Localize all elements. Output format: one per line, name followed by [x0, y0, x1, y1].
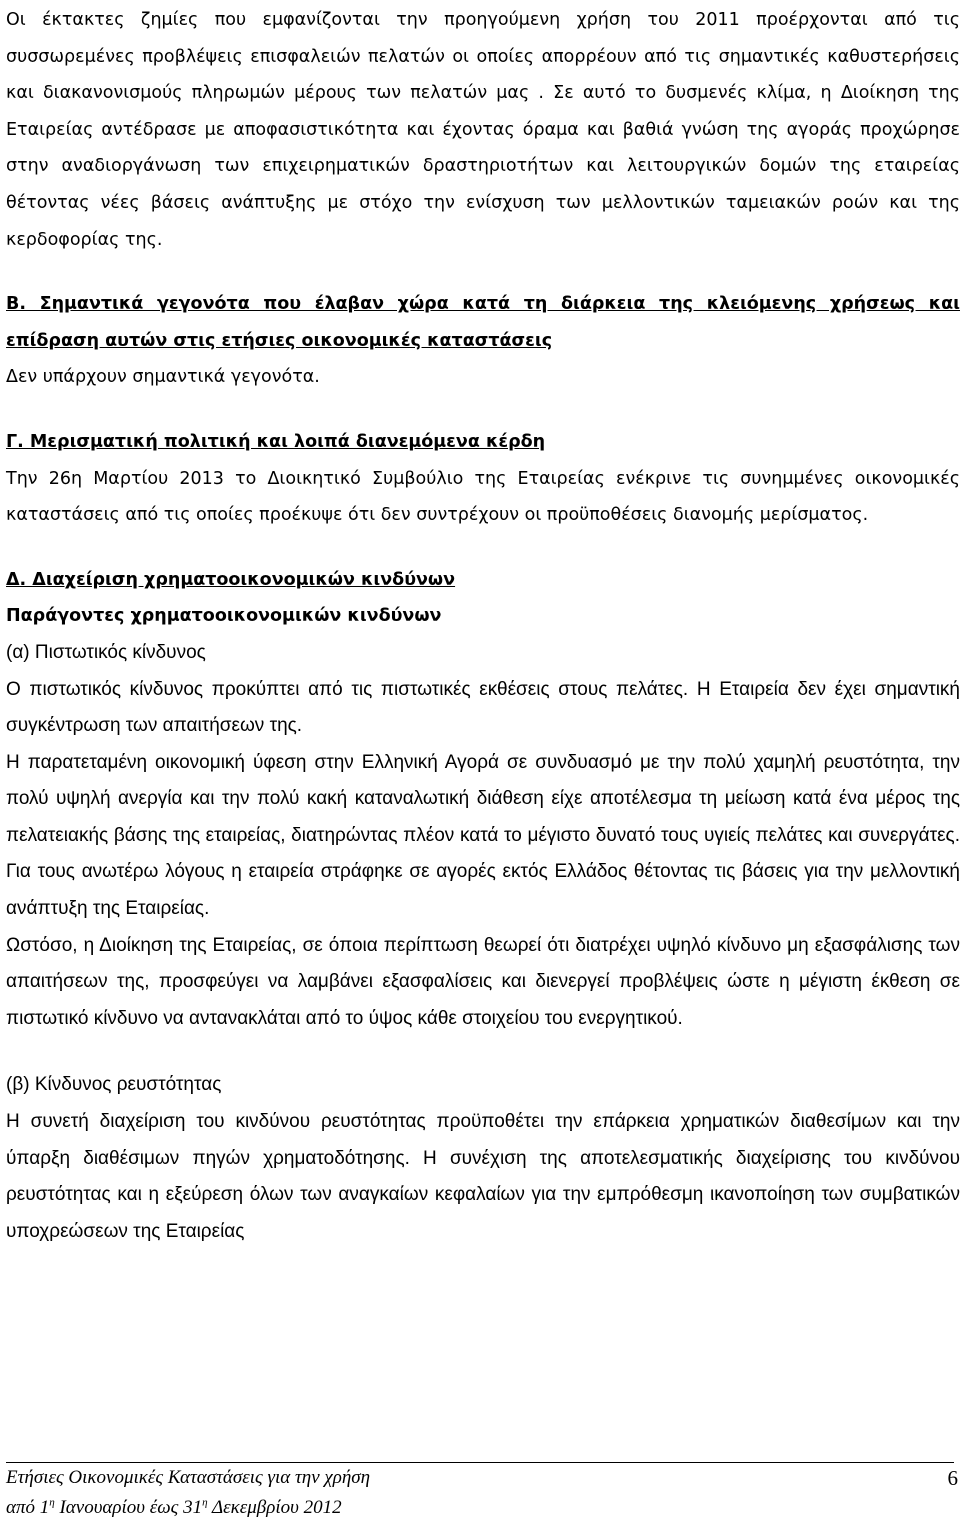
liquidity-risk-paragraph-1: Η συνετή διαχείριση του κινδύνου ρευστότητας προϋποθέτει την επάρκεια χρηματικών διαθεσίμων και την ύπαρξη διαθέσιμων πηγών χρηματοδότησης. Η συνέχιση της αποτελεσματικής διαχείρισης του κινδύνου ρευστότητας και η εξεύρεση όλων των αναγκαίων κεφαλαίων για την εμπρόθεσμη ικανοποίηση των συμβατικών υποχρεώσεων της Εταιρείας — [6, 1111, 960, 1242]
page-number: 6 — [947, 1466, 958, 1490]
footer-period-end: Δεκεμβρίου 2012 — [207, 1497, 342, 1518]
section-c-heading: Γ. Μερισματική πολιτική και λοιπά διανεμόμενα κέρδη — [6, 431, 546, 452]
footer-sup-2: η — [202, 1496, 208, 1509]
document-page — [6, 0, 960, 1250]
section-d — [6, 562, 960, 1251]
section-c — [6, 424, 960, 534]
liquidity-risk-title: (β) Κίνδυνος ρευστότητας — [6, 1074, 222, 1096]
footer-sup-1: η — [49, 1496, 55, 1509]
footer-period — [6, 1493, 954, 1523]
credit-risk-paragraph-3: Ωστόσο, η Διοίκηση της Εταιρείας, σε όποια περίπτωση θεωρεί ότι διατρέχει υψηλό κίνδυνο μη εξασφάλισης των απαιτήσεων της, προσφεύγει να λαμβάνει εξασφαλίσεις και διενεργεί προβλέψεις ώστε η μέγιστη έκθεση σε πιστωτικό κίνδυνο να αντανακλάται από το ύψος κάθε στοιχείου του ενεργητικού. — [6, 934, 960, 1029]
footer-title: Ετήσιες Οικονομικές Καταστάσεις για την χρήση — [6, 1467, 371, 1488]
section-b-heading: Β. Σημαντικά γεγονότα που έλαβαν χώρα κατά τη διάρκεια της κλειόμενης χρήσεως και επίδραση αυτών στις ετήσιες οικονομικές καταστάσεις — [6, 294, 960, 351]
credit-risk-paragraph-1: Ο πιστωτικός κίνδυνος προκύπτει από τις πιστωτικές εκθέσεις στους πελάτες. Η Εταιρεία δεν έχει σημαντική συγκέντρωση των απαιτήσεων της. — [6, 678, 960, 737]
section-d-heading: Δ. Διαχείριση χρηματοοικονομικών κινδύνων — [6, 569, 456, 590]
page-footer — [6, 1462, 958, 1523]
section-c-text: Την 26η Μαρτίου 2013 το Διοικητικό Συμβούλιο της Εταιρείας ενέκρινε τις συνημμένες οικονομικές καταστάσεις από τις οποίες προέκυψε ότι δεν συντρέχουν οι προϋποθέσεις διανομής μερίσματος. — [6, 468, 960, 526]
section-b — [6, 286, 960, 396]
section-b-text: Δεν υπάρχουν σημαντικά γεγονότα. — [6, 367, 320, 388]
intro-paragraph: Οι έκτακτες ζημίες που εμφανίζονται την προηγούμενη χρήση του 2011 προέρχονται από τις συσσωρεμένες προβλέψεις επισφαλειών πελατών οι οποίες απορρέουν από τις σημαντικές καθυστερήσεις και διακανονισμούς πληρωμών μέρους των πελατών μας . Σε αυτό το δυσμενές κλίμα, η Διοίκηση της Εταιρείας αντέδρασε με αποφασιστικότητα και έχοντας όραμα και βαθιά γνώση της αγοράς προχώρησε στην αναδιοργάνωση των επιχειρηματικών δραστηριοτήτων και λειτουργικών δομών της εταιρείας θέτοντας νέες βάσεις ανάπτυξης με στόχο την ενίσχυση των μελλοντικών ταμειακών ροών και της κερδοφορίας της. — [6, 10, 960, 250]
credit-risk-title: (α) Πιστωτικός κίνδυνος — [6, 641, 206, 663]
credit-risk-paragraph-2: Η παρατεταμένη οικονομική ύφεση στην Ελληνική Αγορά σε συνδυασμό με την πολύ χαμηλή ρευστότητα, την πολύ υψηλή ανεργία και την πολύ κακή καταναλωτική διάθεση είχε αποτέλεσμα τη μείωση κατά ένα μέρος της πελατειακής βάσης της εταιρείας, διατηρώντας πλέον κατά το μέγιστο δυνατό τους υγιείς πελάτες και συνεργάτες. Για τους ανωτέρω λόγους η εταιρεία στράφηκε σε αγορές εκτός Ελλάδος θέτοντας τις βάσεις για την μελλοντική ανάπτυξη της Εταιρείας. — [6, 751, 960, 920]
section-d-subheading: Παράγοντες χρηματοοικονομικών κινδύνων — [6, 606, 442, 627]
footer-period-start: από 1 — [6, 1497, 50, 1518]
footer-period-middle: Ιανουαρίου έως 31 — [54, 1497, 203, 1518]
